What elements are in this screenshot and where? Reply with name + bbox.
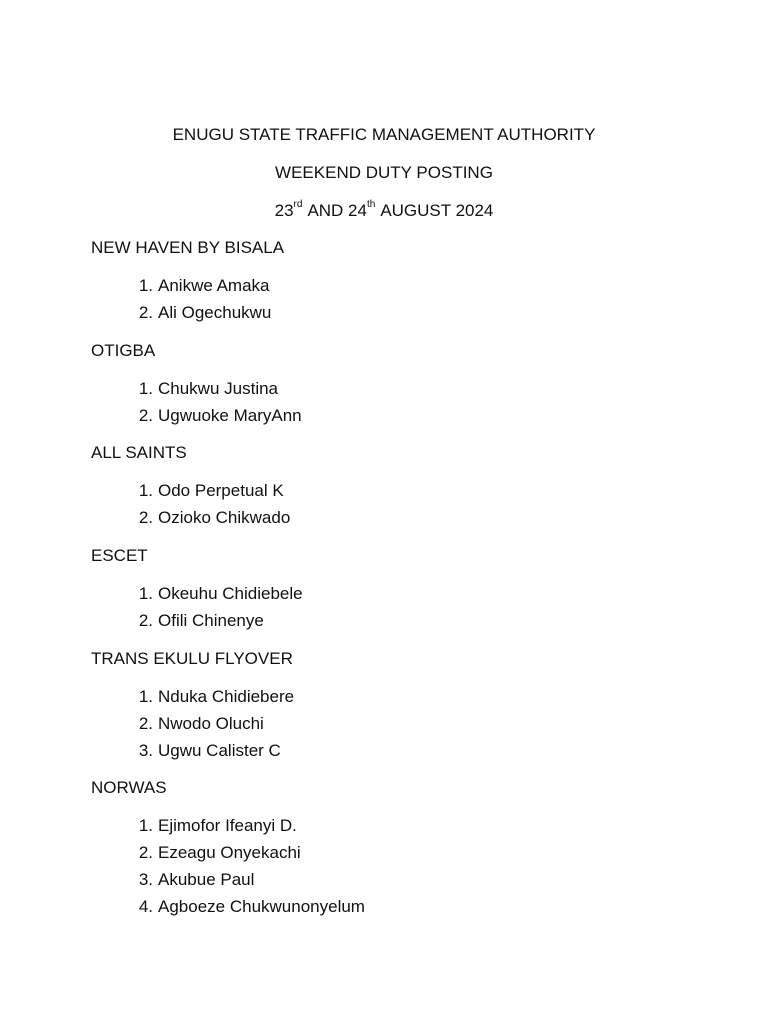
list-number: 1. [138,379,153,398]
date-day1: 23 [274,201,294,220]
posting-section [91,238,731,330]
location-heading: OTIGBA [91,341,156,360]
list-number: 4. [138,897,153,916]
location-heading: NEW HAVEN BY BISALA [91,238,285,257]
list-item [91,303,731,330]
document-subtitle: WEEKEND DUTY POSTING [275,163,493,182]
list-number: 2. [138,714,153,733]
location-heading: ALL SAINTS [91,443,187,462]
posting-section [91,341,731,433]
officer-name: Odo Perpetual K [158,481,284,500]
list-number: 2. [138,508,153,527]
officer-list [91,584,731,638]
list-item [91,687,731,714]
officer-name: Ezeagu Onyekachi [158,843,301,862]
list-number: 1. [138,481,153,500]
list-item [91,406,731,433]
list-item [91,584,731,611]
list-item [91,741,731,768]
posting-section [91,546,731,638]
officer-name: Ugwuoke MaryAnn [158,406,302,425]
list-item [91,481,731,508]
officer-name: Okeuhu Chidiebele [158,584,303,603]
officer-name: Nduka Chidiebere [158,687,295,706]
list-item [91,816,731,843]
list-number: 1. [138,816,153,835]
officer-name: Ejimofor Ifeanyi D. [158,816,297,835]
officer-name: Anikwe Amaka [158,276,270,295]
officer-name: Ugwu Calister C [158,741,281,760]
list-number: 3. [138,870,153,889]
officer-name: Nwodo Oluchi [158,714,264,733]
date-month-year: AUGUST 2024 [380,201,494,220]
location-heading: TRANS EKULU FLYOVER [91,649,293,668]
posting-section [91,443,731,535]
list-number: 2. [138,611,153,630]
officer-list [91,379,731,433]
officer-name: Ali Ogechukwu [158,303,272,322]
officer-name: Akubue Paul [158,870,255,889]
officer-name: Chukwu Justina [158,379,279,398]
officer-name: Ozioko Chikwado [158,508,291,527]
list-item [91,611,731,638]
list-item [91,714,731,741]
list-number: 2. [138,406,153,425]
list-number: 2. [138,303,153,322]
officer-list [91,687,731,768]
list-item [91,508,731,535]
officer-name: Ofili Chinenye [158,611,264,630]
date-day2-suffix: th [366,199,376,210]
location-heading: ESCET [91,546,148,565]
list-number: 2. [138,843,153,862]
list-number: 1. [138,276,153,295]
date-day1-suffix: rd [293,199,303,210]
location-heading: NORWAS [91,778,167,797]
list-item [91,276,731,303]
officer-list [91,276,731,330]
date-and-day2: AND 24 [307,201,367,220]
list-number: 3. [138,741,153,760]
list-number: 1. [138,584,153,603]
posting-section [91,778,731,924]
organization-title: ENUGU STATE TRAFFIC MANAGEMENT AUTHORITY [172,125,596,144]
officer-list [91,816,731,924]
officer-list [91,481,731,535]
list-item [91,870,731,897]
posting-section [91,649,731,768]
list-item [91,843,731,870]
list-item [91,379,731,406]
posting-date [0,201,768,221]
list-item [91,897,731,924]
list-number: 1. [138,687,153,706]
officer-name: Agboeze Chukwunonyelum [158,897,365,916]
